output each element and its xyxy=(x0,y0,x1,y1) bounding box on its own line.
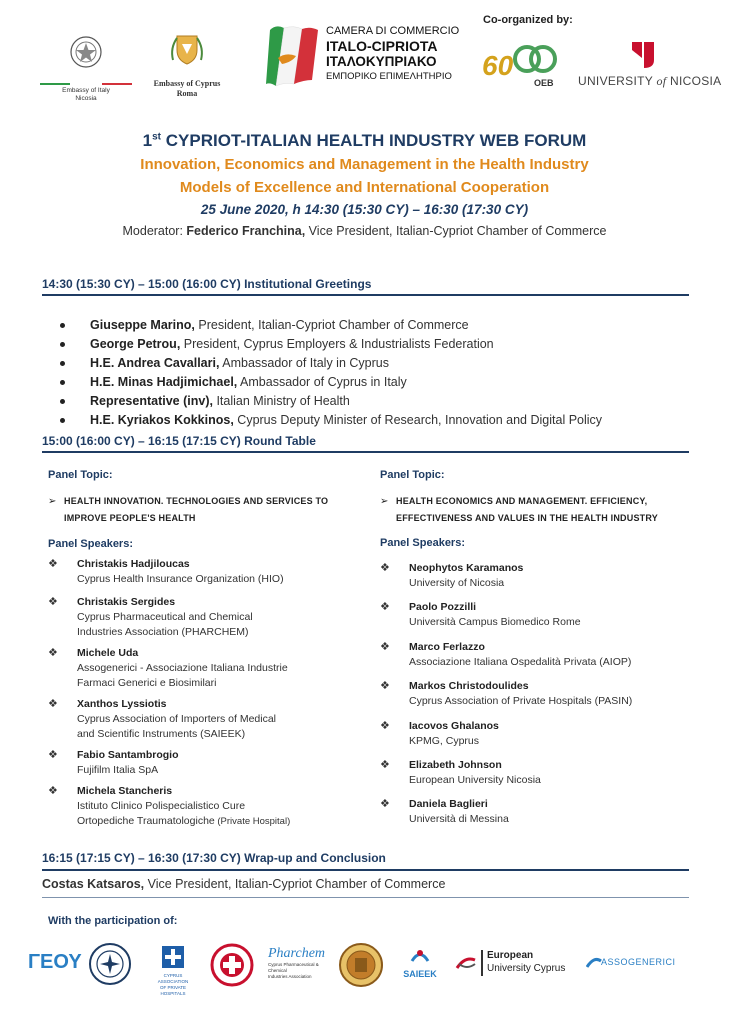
greetings-heading: 14:30 (15:30 CY) – 15:00 (16:00 CY) Institutional Greetings xyxy=(42,277,372,291)
diamond-bullet-icon: ❖ xyxy=(48,698,58,710)
pasin-logo: CYPRUS ASSOCIATION OF PRIVATE HOSPITALS xyxy=(148,946,198,997)
embassy-cyprus-logo xyxy=(140,30,234,99)
euc-swirl-icon xyxy=(455,954,477,972)
chamber-line4: ΕΜΠΟΡΙΚΟ ΕΠΙΜΕΛΗΤΗΡΙΟ xyxy=(326,71,452,82)
left-topic: ➢ HEALTH INNOVATION. TECHNOLOGIES AND SERVICES TO IMPROVE PEOPLE'S HEALTH xyxy=(48,496,329,523)
roundtable-heading: 15:00 (16:00 CY) – 16:15 (17:15 CY) Round Table xyxy=(42,434,316,448)
unic-shield-icon xyxy=(630,40,656,70)
roundtable-divider xyxy=(42,451,689,453)
oeb-rings-icon xyxy=(512,42,558,76)
pasin-cross-icon xyxy=(162,946,184,968)
left-topic-label: Panel Topic: xyxy=(48,469,113,481)
list-item: H.E. Andrea Cavallari, Ambassador of Italy in Cyprus xyxy=(60,354,602,373)
list-item: ❖ Marco Ferlazzo Associazione Italiana Ospedalità Privata (AIOP) xyxy=(380,641,632,668)
chamber-flag-logo xyxy=(262,22,322,92)
diamond-bullet-icon: ❖ xyxy=(380,562,390,574)
italy-emblem-icon xyxy=(66,32,106,74)
list-item: ❖ Neophytos Karamanos University of Nicosia xyxy=(380,562,524,589)
moderator-name: Federico Franchina, xyxy=(186,224,306,238)
wrapup-bottom-divider xyxy=(42,897,689,898)
list-item: Representative (inv), Italian Ministry of Health xyxy=(60,392,602,411)
italy-cyprus-flag-icon xyxy=(262,22,322,92)
cyprus-emblem-icon xyxy=(167,30,207,68)
right-topic-label: Panel Topic: xyxy=(380,469,445,481)
forum-title xyxy=(0,131,729,151)
wrapup-speaker-role: Vice President, Italian-Cypriot Chamber of Commerce xyxy=(144,877,446,891)
aiop-logo-icon xyxy=(208,943,256,987)
oeb-logo xyxy=(482,40,562,90)
eoy-logo: ΓΕΟΥ xyxy=(28,951,82,973)
diamond-bullet-icon: ❖ xyxy=(48,785,58,797)
campus-biomedico-seal-icon xyxy=(88,942,132,986)
list-item: ❖ Iacovos Ghalanos KPMG, Cyprus xyxy=(380,720,499,747)
subtitle-1: Innovation, Economics and Management in the Health Industry xyxy=(140,156,589,173)
unic-university: UNIVERSITY xyxy=(578,74,653,88)
list-item: ❖ Christakis Sergides Cyprus Pharmaceutical and Chemical Industries Association (PHARCHEM) xyxy=(48,596,253,638)
unic-of: of xyxy=(656,74,667,88)
diamond-bullet-icon: ❖ xyxy=(48,596,58,608)
diamond-bullet-icon: ❖ xyxy=(380,680,390,692)
title-ordinal-sup: st xyxy=(152,131,162,143)
embassy-italy-logo xyxy=(38,32,134,103)
embassy-italy-line2: Nicosia xyxy=(75,95,97,102)
italy-flag-stripe xyxy=(40,83,132,87)
moderator-line xyxy=(0,224,729,238)
diamond-bullet-icon: ❖ xyxy=(380,759,390,771)
saieek-logo: SAIEEK xyxy=(398,946,442,979)
pharchem-name: Pharchem xyxy=(268,946,326,961)
diamond-bullet-icon: ❖ xyxy=(48,647,58,659)
embassy-italy-line1: Embassy of Italy xyxy=(62,87,110,94)
wrapup-heading: 16:15 (17:15 CY) – 16:30 (17:30 CY) Wrap-up and Conclusion xyxy=(42,851,386,865)
list-item: ❖ Elizabeth Johnson European University Nicosia xyxy=(380,759,541,786)
oeb-60-number: 60 xyxy=(482,50,514,81)
list-item: H.E. Kyriakos Kokkinos, Cyprus Deputy Minister of Research, Innovation and Digital Policy xyxy=(60,411,602,430)
list-item: ❖ Daniela Baglieri Università di Messina xyxy=(380,798,509,825)
list-item: George Petrou, President, Cyprus Employers & Industrialists Federation xyxy=(60,335,602,354)
greetings-divider xyxy=(42,294,689,296)
list-item: Giuseppe Marino, President, Italian-Cypriot Chamber of Commerce xyxy=(60,316,602,335)
diamond-bullet-icon: ❖ xyxy=(48,558,58,570)
oeb-label: OEB xyxy=(534,78,554,88)
diamond-bullet-icon: ❖ xyxy=(380,720,390,732)
diamond-bullet-icon: ❖ xyxy=(380,641,390,653)
chamber-line3: ΙΤΑΛΟΚΥΠΡΙΑΚΟ xyxy=(326,54,437,69)
co-organized-label: Co-organized by: xyxy=(483,14,573,26)
wrapup-divider xyxy=(42,869,689,871)
title-ordinal: 1 xyxy=(142,131,153,150)
left-speakers-label: Panel Speakers: xyxy=(48,538,133,550)
list-item: ❖ Christakis Hadjiloucas Cyprus Health Insurance Organization (HIO) xyxy=(48,558,284,585)
moderator-role: Vice President, Italian-Cypriot Chamber of Commerce xyxy=(305,224,607,238)
arrow-bullet-icon: ➢ xyxy=(48,496,57,507)
list-item: ❖ Markos Christodoulides Cyprus Association of Private Hospitals (PASIN) xyxy=(380,680,633,707)
assogenerici-icon xyxy=(586,955,602,971)
wrapup-speaker-name: Costas Katsaros, xyxy=(42,877,145,891)
diamond-bullet-icon: ❖ xyxy=(380,798,390,810)
arrow-bullet-icon: ➢ xyxy=(380,496,389,507)
messina-seal-icon xyxy=(338,942,384,988)
embassy-cyprus-line2: Roma xyxy=(176,89,198,98)
list-item: H.E. Minas Hadjimichael, Ambassador of Cyprus in Italy xyxy=(60,373,602,392)
chamber-line2: ITALO-CIPRIOTA xyxy=(326,38,438,54)
list-item: ❖ Michele Uda Assogenerici - Associazione Italiana Industrie Farmaci Generici e Biosimilari xyxy=(48,647,288,689)
right-topic: ➢ HEALTH ECONOMICS AND MANAGEMENT. EFFICIENCY, EFFECTIVENESS AND VALUES IN THE HEALTH INDUSTRY xyxy=(380,496,658,523)
unic-city: NICOSIA xyxy=(670,74,722,88)
subtitle-2: Models of Excellence and International Cooperation xyxy=(179,179,550,196)
right-speakers-label: Panel Speakers: xyxy=(380,537,465,549)
wrapup-speaker xyxy=(42,877,445,891)
diamond-bullet-icon: ❖ xyxy=(380,601,390,613)
list-item: ❖ Xanthos Lyssiotis Cyprus Association of Importers of Medical and Scientific Instruments (SAIEEK) xyxy=(48,698,276,740)
list-item: ❖ Paolo Pozzilli Università Campus Biomedico Rome xyxy=(380,601,581,628)
chamber-line1: CAMERA DI COMMERCIO xyxy=(326,25,460,37)
greetings-list xyxy=(60,316,602,430)
event-date: 25 June 2020, h 14:30 (15:30 CY) – 16:30 (17:30 CY) xyxy=(200,202,529,217)
list-item: ❖ Fabio Santambrogio Fujifilm Italia SpA xyxy=(48,749,179,776)
saieek-icon xyxy=(409,946,431,964)
pharchem-logo: Pharchem Cyprus Pharmaceutical & Chemical Industries Association xyxy=(268,946,334,980)
unic-name xyxy=(578,74,721,89)
chamber-name xyxy=(326,24,466,84)
list-item: ❖ Michela Stancheris Istituto Clinico Polispecialistico Cure Ortopediche Traumatologiche (Private Hospital) xyxy=(48,785,291,827)
moderator-label: Moderator: xyxy=(122,224,187,238)
title-main: CYPRIOT-ITALIAN HEALTH INDUSTRY WEB FORUM xyxy=(165,131,587,150)
diamond-bullet-icon: ❖ xyxy=(48,749,58,761)
embassy-cyprus-line1: Embassy of Cyprus xyxy=(153,79,221,88)
participation-heading: With the participation of: xyxy=(48,915,178,927)
